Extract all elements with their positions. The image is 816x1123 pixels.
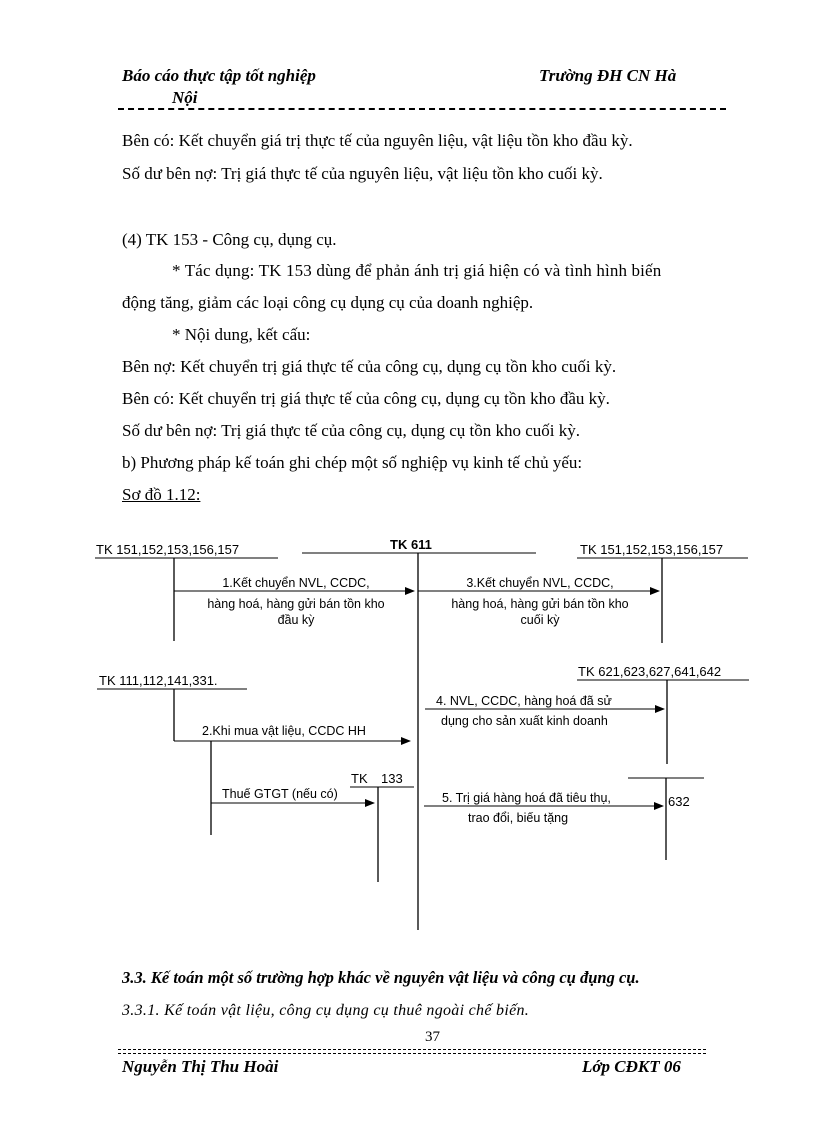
entry-label: 5. Trị giá hàng hoá đã tiêu thụ, <box>442 791 611 805</box>
section-3-3-1-title: 3.3.1. Kế toán vật liệu, công cụ dụng cụ thuê ngoài chế biến. <box>122 1002 530 1019</box>
vat-arrow <box>211 787 374 803</box>
t-account-right-top <box>577 542 748 643</box>
section-4-title: (4) TK 153 - Công cụ, dụng cụ. <box>122 230 337 249</box>
paragraph-tac-dung: * Tác dụng: TK 153 dùng để phản ánh trị giá hiện có và tình hình biến <box>172 261 662 280</box>
entry-3-arrow <box>418 576 659 627</box>
account-label: TK 621,623,627,641,642 <box>578 664 722 679</box>
entry-label: trao đổi, biếu tặng <box>468 811 569 825</box>
entry-4-arrow <box>425 694 664 728</box>
t-account-632 <box>628 778 704 860</box>
header-title-left-continued: Nội <box>172 88 198 107</box>
section-3-3-title: 3.3. Kế toán một số trường hợp khác về nguyên vật liệu và công cụ đụng cụ. <box>122 968 640 987</box>
diagram-label: Sơ đồ 1.12: <box>122 485 201 504</box>
entry-label: 1.Kết chuyển NVL, CCDC, <box>222 576 370 590</box>
footer-divider <box>118 1049 706 1050</box>
entry-5-arrow <box>424 791 663 825</box>
t-account-left-mid <box>97 673 247 835</box>
account-prefix: TK <box>351 771 368 786</box>
t-account-133 <box>350 771 414 882</box>
entry-1-arrow <box>174 576 414 627</box>
entry-label: cuối kỳ <box>520 613 560 627</box>
header-title-right: Trường ĐH CN Hà <box>539 66 677 85</box>
page-number: 37 <box>425 1029 440 1045</box>
paragraph-noi-dung: * Nội dung, kết cấu: <box>172 325 311 344</box>
account-label: 133 <box>381 771 403 786</box>
paragraph-so-du-nvl: Số dư bên nợ: Trị giá thực tế của nguyên liệu, vật liệu tồn kho cuối kỳ. <box>122 164 603 183</box>
paragraph-tac-dung-continued: động tăng, giảm các loại công cụ dụng cụ của doanh nghiệp. <box>122 293 534 312</box>
paragraph-ben-no-ccdc: Bên nợ: Kết chuyển trị giá thực tế của công cụ, dụng cụ tồn kho cuối kỳ. <box>122 357 617 376</box>
entry-label: đầu kỳ <box>277 613 315 627</box>
footer-divider <box>118 1053 706 1054</box>
entry-label: hàng hoá, hàng gửi bán tồn kho <box>207 597 385 611</box>
entry-label: hàng hoá, hàng gửi bán tồn kho <box>451 597 629 611</box>
paragraph-ben-co-nvl: Bên có: Kết chuyển giá trị thực tế của nguyên liệu, vật liệu tồn kho đầu kỳ. <box>122 131 633 150</box>
account-label: TK 151,152,153,156,157 <box>580 542 724 557</box>
paragraph-ben-co-ccdc: Bên có: Kết chuyển trị giá thực tế của công cụ, dụng cụ tồn kho đầu kỳ. <box>122 389 610 408</box>
paragraph-so-du-ccdc: Số dư bên nợ: Trị giá thực tế của công cụ, dụng cụ tồn kho cuối kỳ. <box>122 421 581 440</box>
footer-class: Lớp CĐKT 06 <box>582 1057 681 1076</box>
entry-label: 2.Khi mua vật liệu, CCDC HH <box>202 724 366 738</box>
account-label: TK 151,152,153,156,157 <box>96 542 240 557</box>
account-label: TK 111,112,141,331. <box>99 673 218 688</box>
header-title-left: Báo cáo thực tập tốt nghiệp <box>122 66 316 85</box>
footer-author: Nguyễn Thị Thu Hoài <box>122 1057 279 1076</box>
account-label: 632 <box>668 794 690 809</box>
entry-label: dụng cho sản xuất kinh doanh <box>441 714 608 728</box>
account-label: TK 611 <box>390 537 432 552</box>
entry-2-arrow <box>174 724 410 741</box>
entry-label: Thuế GTGT (nếu có) <box>222 787 338 801</box>
entry-label: 3.Kết chuyển NVL, CCDC, <box>466 576 614 590</box>
entry-label: 4. NVL, CCDC, hàng hoá đã sử <box>436 694 612 708</box>
paragraph-method: b) Phương pháp kế toán ghi chép một số nghiệp vụ kinh tế chủ yếu: <box>122 453 583 472</box>
